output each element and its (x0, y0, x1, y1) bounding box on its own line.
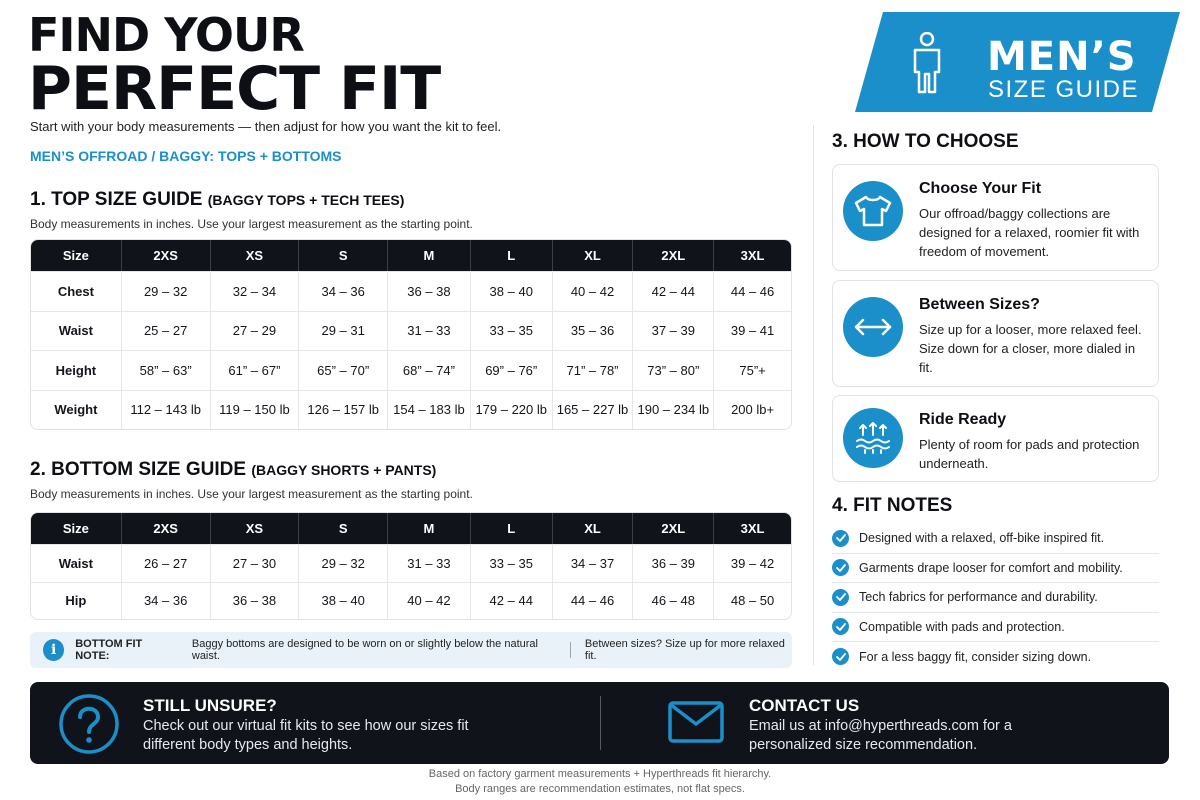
bottom-size-table (30, 512, 792, 620)
bottom-guide-note: Body measurements in inches. Use your largest measurement as the starting point. (30, 487, 473, 501)
category-label: MEN’S OFFROAD / BAGGY: TOPS + BOTTOMS (30, 148, 342, 164)
fit-notes-list (832, 524, 1159, 672)
card-text: Plenty of room for pads and protection underneath. (919, 437, 1140, 471)
table-row (31, 390, 791, 430)
column-header: XL (552, 240, 633, 271)
row-label: Chest (57, 283, 94, 299)
table-cell: 126 – 157 lb (298, 391, 387, 430)
table-cell: 35 – 36 (552, 312, 633, 351)
table-cell: 38 – 40 (470, 272, 552, 311)
fit-note-item (832, 524, 1159, 554)
card-title: Ride Ready (919, 411, 1007, 428)
column-header: XS (210, 513, 299, 544)
column-header: 2XS (121, 513, 210, 544)
table-cell: 154 – 183 lb (387, 391, 470, 430)
still-unsure-text: Check out our virtual fit kits to see how our sizes fit different body types and heights. (143, 718, 469, 753)
check-icon (832, 618, 849, 635)
table-cell: 46 – 48 (632, 583, 713, 620)
table-cell: 33 – 35 (470, 312, 552, 351)
table-cell: 29 – 31 (298, 312, 387, 351)
card-text: Size up for a looser, more relaxed feel. Size down for a closer, more dialed in fit. (919, 322, 1142, 375)
row-label: Waist (58, 323, 93, 339)
table-cell: 200 lb+ (713, 391, 791, 430)
column-header: XS (210, 240, 299, 271)
page-title (28, 8, 441, 124)
fit-note-item (832, 613, 1159, 643)
column-header: L (470, 513, 552, 544)
table-cell: 34 – 36 (121, 583, 210, 620)
table-cell: 61” – 67” (210, 351, 299, 390)
card-choose-your-fit (832, 164, 1159, 271)
top-guide-heading-text: 1. TOP SIZE GUIDE (30, 189, 203, 210)
table-cell: 38 – 40 (298, 583, 387, 620)
tshirt-icon (843, 181, 903, 241)
table-cell: 165 – 227 lb (552, 391, 633, 430)
table-cell: 40 – 42 (552, 272, 633, 311)
table-cell: 25 – 27 (121, 312, 210, 351)
check-icon (832, 589, 849, 606)
table-cell: 44 – 46 (713, 272, 791, 311)
table-cell: 31 – 33 (387, 312, 470, 351)
still-unsure-title: STILL UNSURE? (143, 696, 277, 715)
fit-note-text: Designed with a relaxed, off-bike inspired fit. (859, 531, 1105, 546)
top-guide-heading (30, 189, 404, 211)
table-cell: 69” – 76” (470, 351, 552, 390)
table-cell: 58” – 63” (121, 351, 210, 390)
check-icon (832, 648, 849, 665)
table-header-row (31, 240, 791, 271)
row-label: Height (55, 362, 97, 378)
card-title: Between Sizes? (919, 296, 1040, 313)
fit-note-text: Compatible with pads and protection. (859, 619, 1065, 634)
card-text: Our offroad/baggy collections are designed for a relaxed, roomier fit with freedom of movement. (919, 206, 1140, 259)
table-row (31, 350, 791, 390)
table-cell: 65” – 70” (298, 351, 387, 390)
table-row (31, 271, 791, 311)
column-header: 2XS (121, 240, 210, 271)
table-cell: 75”+ (713, 351, 791, 390)
title-line-2: PERFECT FIT (28, 54, 441, 124)
check-icon (832, 559, 849, 576)
row-label: Hip (65, 593, 87, 609)
top-guide-note: Body measurements in inches. Use your largest measurement as the starting point. (30, 217, 473, 231)
table-header-row (31, 513, 791, 544)
table-cell: 26 – 27 (121, 545, 210, 582)
column-header: 3XL (713, 513, 791, 544)
footer-divider (600, 696, 601, 750)
table-cell: 37 – 39 (632, 312, 713, 351)
badge-title: MEN’S (987, 34, 1137, 80)
table-cell: 42 – 44 (470, 583, 552, 620)
fit-note-text: Garments drape looser for comfort and mobility. (859, 560, 1123, 575)
bottom-guide-heading-text: 2. BOTTOM SIZE GUIDE (30, 459, 247, 480)
size-guide-badge (855, 12, 1180, 112)
table-cell: 71” – 78” (552, 351, 633, 390)
mail-icon (668, 701, 724, 743)
fit-note-divider (570, 642, 571, 658)
table-cell: 36 – 39 (632, 545, 713, 582)
table-cell: 39 – 42 (713, 545, 791, 582)
fit-note-item (832, 583, 1159, 613)
table-cell: 40 – 42 (387, 583, 470, 620)
card-ride-ready (832, 395, 1159, 482)
table-row (31, 544, 791, 582)
column-header: Size (62, 248, 89, 263)
disclaimer-line-1: Based on factory garment measurements + Hyperthreads fit hierarchy. (428, 768, 772, 780)
person-icon (909, 32, 945, 94)
column-header: XL (552, 513, 633, 544)
top-size-table (30, 239, 792, 430)
column-header: M (387, 240, 470, 271)
column-header: M (387, 513, 470, 544)
footer-banner (30, 682, 1169, 764)
table-cell: 27 – 29 (210, 312, 299, 351)
breathable-fabric-icon (843, 408, 903, 468)
table-cell: 33 – 35 (470, 545, 552, 582)
column-header: S (298, 513, 387, 544)
badge-subtitle: SIZE GUIDE (988, 76, 1140, 103)
table-cell: 36 – 38 (210, 583, 299, 620)
column-header: 2XL (632, 240, 713, 271)
row-label: Waist (58, 555, 93, 571)
contact-us-title: CONTACT US (749, 696, 860, 715)
question-icon (58, 693, 120, 755)
table-cell: 31 – 33 (387, 545, 470, 582)
fit-notes-heading: 4. FIT NOTES (832, 495, 953, 516)
table-cell: 44 – 46 (552, 583, 633, 620)
info-icon: i (43, 639, 64, 661)
bottom-guide-heading (30, 459, 436, 481)
fit-note-tip: Between sizes? Size up for more relaxed fit. (584, 638, 785, 662)
table-cell: 190 – 234 lb (632, 391, 713, 430)
fit-note-text: Tech fabrics for performance and durability. (859, 590, 1098, 605)
disclaimer-line-2: Body ranges are recommendation estimates, not flat specs. (455, 783, 745, 795)
card-between-sizes (832, 280, 1159, 387)
bottom-fit-note (30, 632, 792, 668)
card-title: Choose Your Fit (919, 180, 1042, 197)
table-cell: 29 – 32 (121, 272, 210, 311)
arrows-horizontal-icon (843, 297, 903, 357)
column-divider (813, 125, 814, 665)
column-header: S (298, 240, 387, 271)
table-cell: 36 – 38 (387, 272, 470, 311)
fit-note-label: BOTTOM FIT NOTE: (75, 638, 143, 662)
how-to-choose-heading: 3. HOW TO CHOOSE (832, 131, 1019, 152)
table-cell: 29 – 32 (298, 545, 387, 582)
table-cell: 119 – 150 lb (210, 391, 299, 430)
title-line-1: FIND YOUR (28, 8, 304, 62)
contact-us-text: Email us at info@hyperthreads.com for a personalized size recommendation. (749, 718, 1012, 753)
top-guide-heading-sub: (BAGGY TOPS + TECH TEES) (207, 192, 405, 208)
table-cell: 179 – 220 lb (470, 391, 552, 430)
table-cell: 34 – 37 (552, 545, 633, 582)
table-cell: 48 – 50 (713, 583, 791, 620)
column-header: 2XL (632, 513, 713, 544)
table-cell: 39 – 41 (713, 312, 791, 351)
table-row (31, 582, 791, 620)
bottom-guide-heading-sub: (BAGGY SHORTS + PANTS) (251, 462, 437, 478)
column-header: L (470, 240, 552, 271)
table-cell: 27 – 30 (210, 545, 299, 582)
table-cell: 34 – 36 (298, 272, 387, 311)
table-cell: 73” – 80” (632, 351, 713, 390)
check-icon (832, 530, 849, 547)
column-header: 3XL (713, 240, 791, 271)
table-cell: 112 – 143 lb (121, 391, 210, 430)
fit-note-item (832, 554, 1159, 584)
table-cell: 42 – 44 (632, 272, 713, 311)
fit-note-text: For a less baggy fit, consider sizing down. (859, 649, 1092, 664)
table-cell: 32 – 34 (210, 272, 299, 311)
fit-note-item (832, 642, 1159, 672)
table-cell: 68” – 74” (387, 351, 470, 390)
subtitle: Start with your body measurements — then adjust for how you want the kit to feel. (30, 119, 502, 134)
fit-note-text: Baggy bottoms are designed to be worn on or slightly below the natural waist. (191, 638, 538, 662)
column-header: Size (62, 521, 89, 536)
row-label: Weight (54, 402, 98, 418)
table-row (31, 311, 791, 351)
